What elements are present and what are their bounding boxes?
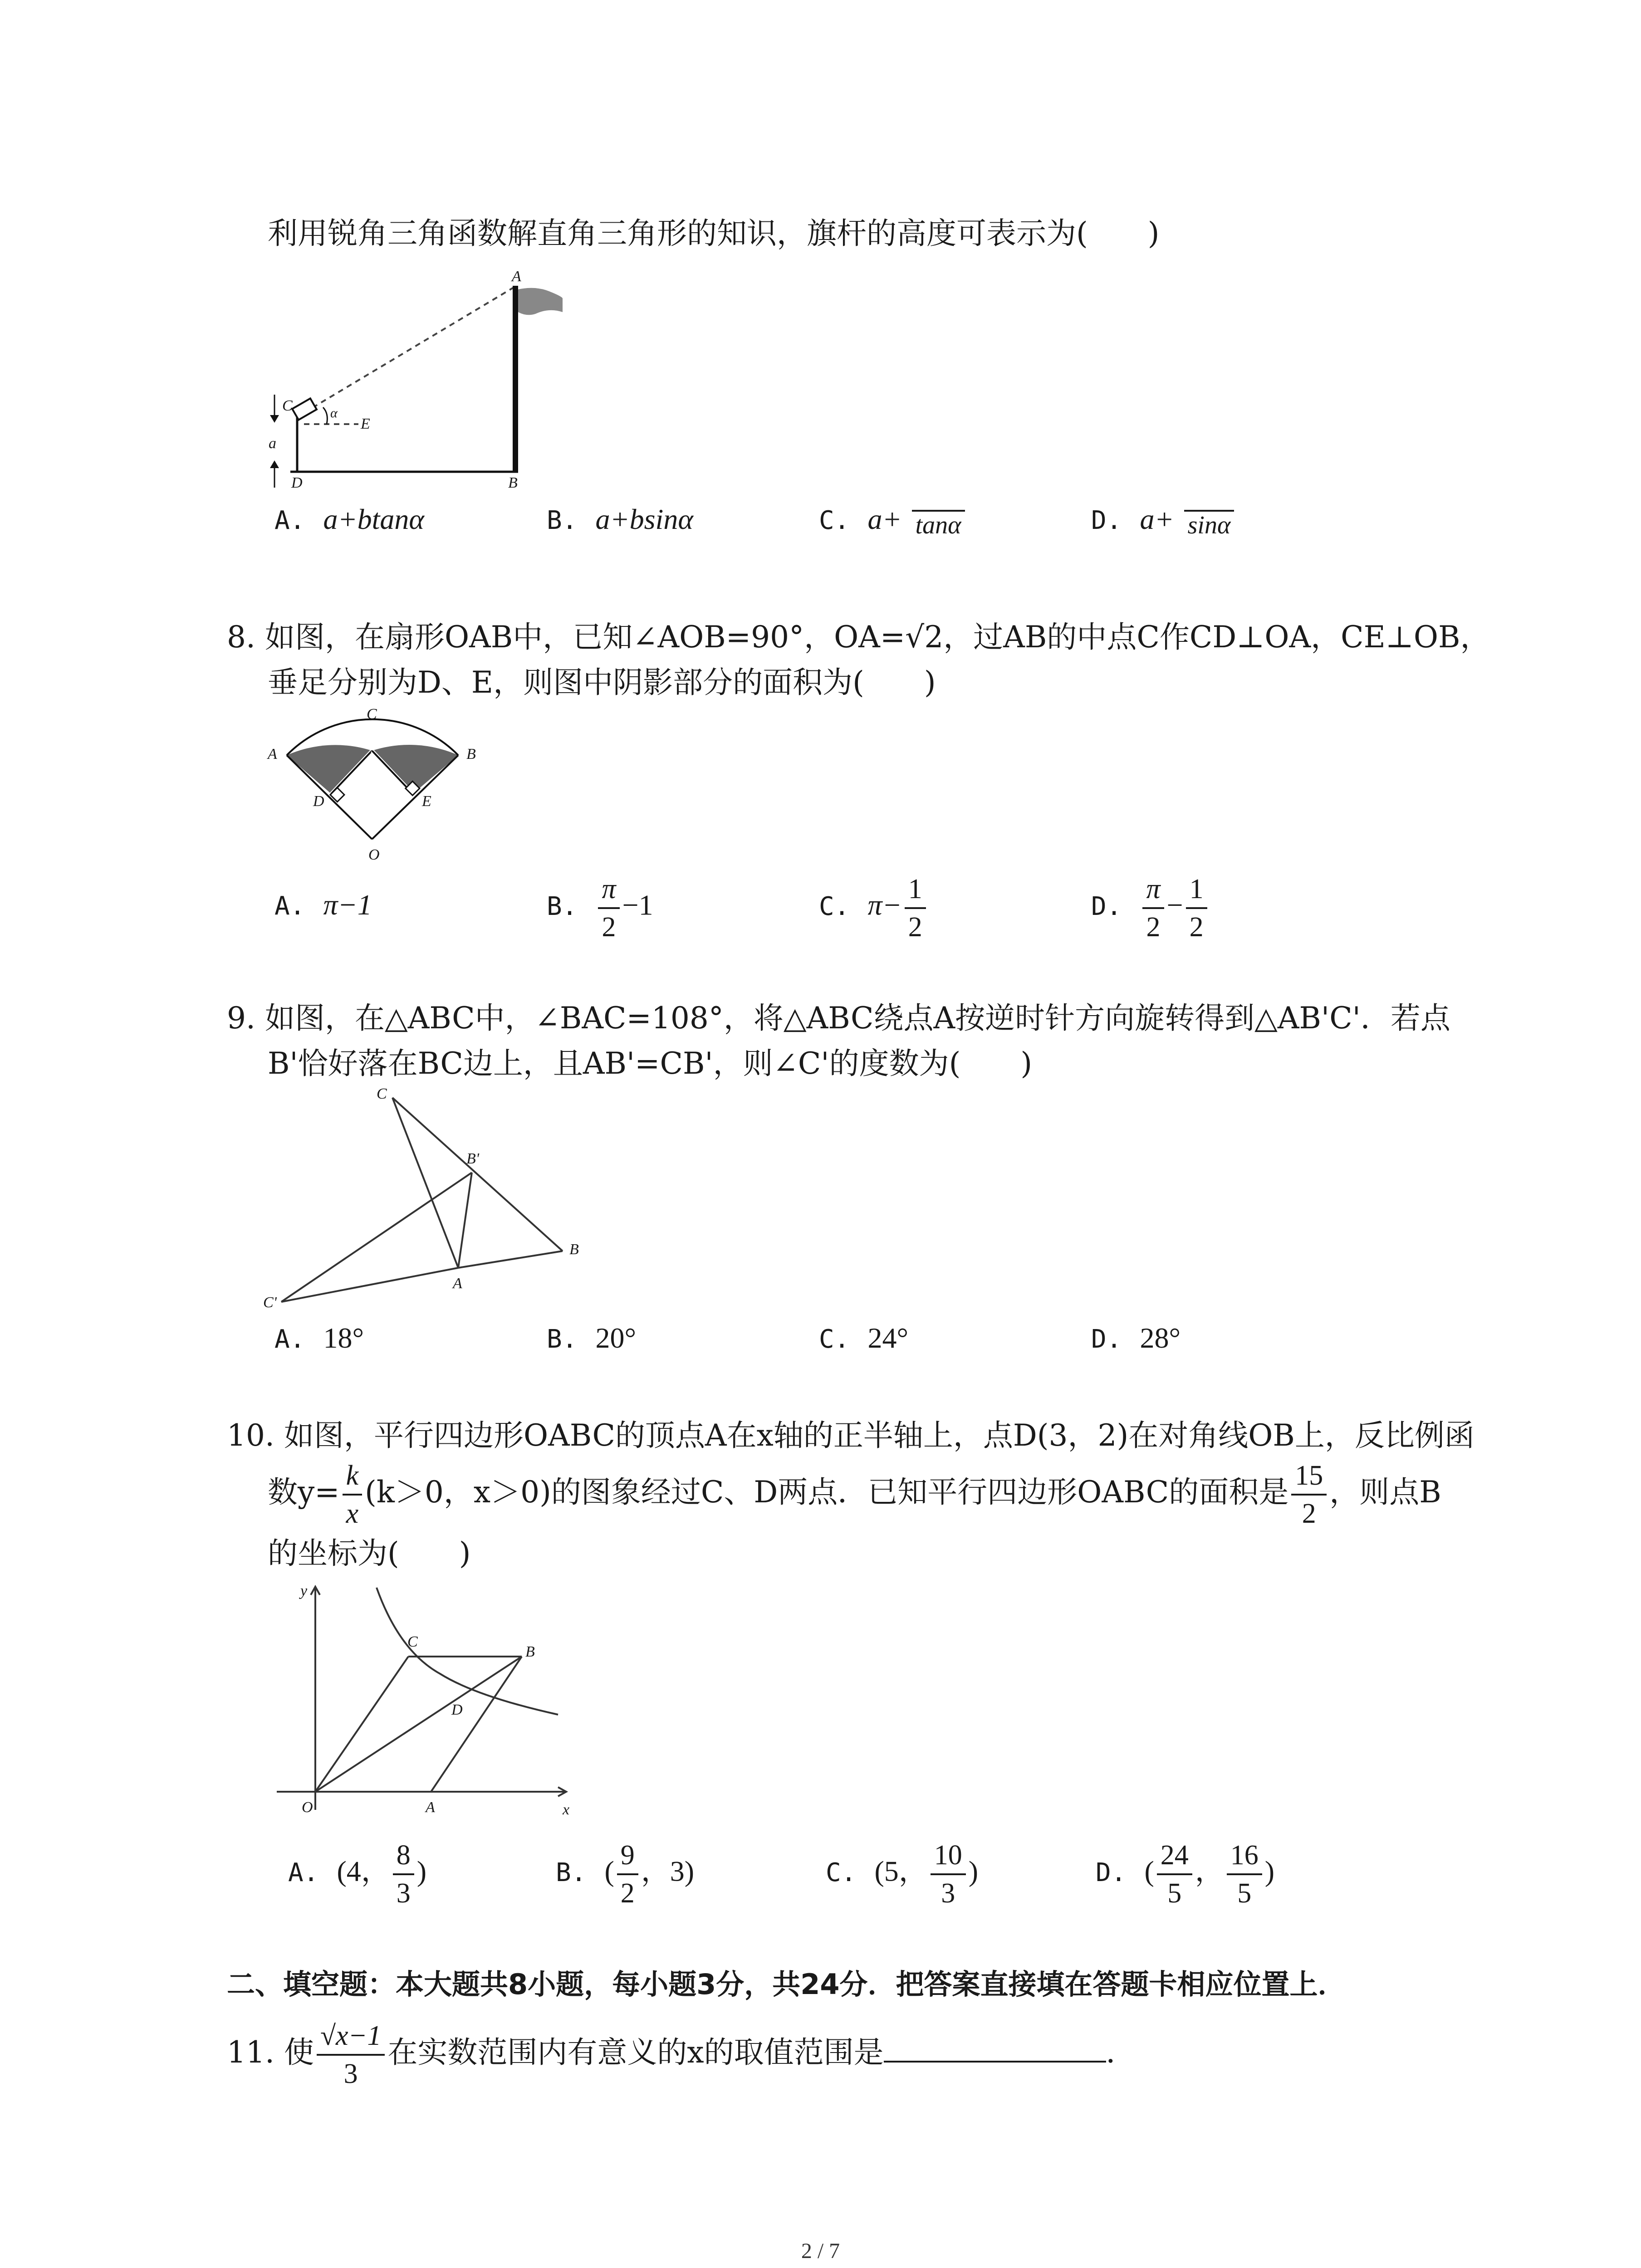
q7-label-e-point: E — [361, 415, 370, 432]
q10-figure — [263, 1579, 590, 1823]
page-number: 2 / 7 — [801, 2239, 840, 2263]
q8-label-o: O — [368, 846, 380, 863]
q7-option-b[interactable]: B. a+bsinα — [547, 503, 693, 535]
q10-stem-line3: 的坐标为( ) — [268, 1536, 471, 1571]
q11-stem: 11. 使 $\frac{√x-1}{3}$ 在实数范围内有意义的x的取值范围是 ． — [227, 2014, 1136, 2092]
q10-label-x: x — [563, 1801, 570, 1818]
q11-fraction: $\frac{√x-1}{3}$ — [317, 2018, 385, 2092]
q8-stem-line2: 垂足分别为D、E，则图中阴影部分的面积为( ) — [268, 665, 936, 700]
q8-label-c: C — [367, 706, 377, 723]
q9-label-c-prime: C' — [263, 1294, 277, 1311]
q7-option-c[interactable]: C. a+ tanα — [819, 499, 968, 541]
q7-label-d-point: D — [291, 474, 303, 490]
q8-label-e: E — [422, 793, 431, 810]
q7-option-c-fraction: tanα — [912, 500, 965, 539]
q9-option-a[interactable]: A. 18° — [274, 1322, 364, 1354]
q10-stem-line2: 数y= $\frac{k}{x}$ (k＞0，x＞0)的图象经过C、D两点．已知平行四边形OABC的面积是 $\frac{15}{2}$ ，则点B — [268, 1456, 1441, 1532]
q9-label-b: B — [569, 1241, 579, 1258]
q10-option-a[interactable]: A. (4， $\frac{8}{3}$ ) — [288, 1837, 426, 1911]
q10-label-c: C — [407, 1633, 418, 1650]
q7-stem: 利用锐角三角函数解直角三角形的知识，旗杆的高度可表示为( ) — [268, 216, 1160, 251]
q9-label-c: C — [377, 1085, 387, 1102]
q8-figure — [263, 701, 517, 873]
q7-label-c-point: C — [282, 397, 293, 414]
q9-label-b-prime: B' — [466, 1150, 480, 1167]
q9-option-b[interactable]: B. 20° — [547, 1322, 637, 1354]
q9-label-a: A — [453, 1275, 462, 1292]
q10-label-o: O — [302, 1799, 313, 1816]
q7-label-a-point: A — [512, 268, 521, 285]
q10-option-c[interactable]: C. (5， $\frac{10}{3}$ ) — [826, 1837, 978, 1911]
q10-option-d[interactable]: D. ( $\frac{24}{5}$ ， $\frac{16}{5}$ ) — [1096, 1837, 1274, 1911]
q9-stem-line2: B'恰好落在BC边上，且AB'=CB'，则∠C'的度数为( ) — [268, 1046, 1033, 1081]
q10-label-y: y — [300, 1583, 308, 1599]
q7-label-alpha: α — [330, 406, 338, 420]
q8-option-b[interactable]: B. $\frac{\pi}{2}$ −1 — [547, 871, 653, 945]
q9-stem-line1: 9. 如图，在△ABC中，∠BAC=108°，将△ABC绕点A按逆时针方向旋转得到△AB'C'．若点 — [227, 1001, 1450, 1036]
q10-label-d: D — [451, 1701, 463, 1718]
q7-option-a[interactable]: A. a+btanα — [274, 503, 424, 535]
q8-stem-line1: 8. 如图，在扇形OAB中，已知∠AOB=90°，OA=√2，过AB的中点C作CD⊥OA，CE⊥OB， — [227, 620, 1490, 655]
q9-option-c[interactable]: C. 24° — [819, 1322, 909, 1354]
section-2-title: 二、填空题：本大题共8小题，每小题3分，共24分．把答案直接填在答题卡相应位置上． — [227, 1968, 1346, 2001]
q8-label-d: D — [313, 793, 324, 810]
q7-label-b-point: B — [508, 474, 518, 490]
q10-label-b: B — [525, 1643, 535, 1660]
q7-label-a-length: a — [269, 435, 276, 452]
q10-label-a: A — [426, 1799, 435, 1816]
q8-option-d[interactable]: D. $\frac{\pi}{2}$ − $\frac{1}{2}$ — [1091, 871, 1210, 945]
q8-option-c[interactable]: C. π− $\frac{1}{2}$ — [819, 871, 929, 945]
q11-answer-blank[interactable] — [884, 2033, 1106, 2063]
q9-figure — [263, 1084, 590, 1311]
q7-option-d[interactable]: D. a+ sinα — [1091, 499, 1237, 541]
q8-label-b: B — [466, 746, 476, 763]
q10-option-b[interactable]: B. ( $\frac{9}{2}$ ，3) — [556, 1837, 694, 1911]
q7-figure — [263, 263, 617, 490]
q7-option-d-fraction: sinα — [1184, 500, 1234, 539]
q9-option-d[interactable]: D. 28° — [1091, 1322, 1181, 1354]
q10-stem-line1: 10. 如图，平行四边形OABC的顶点A在x轴的正半轴上，点D(3，2)在对角线OB上，反比例函 — [227, 1418, 1474, 1453]
q8-label-a: A — [268, 746, 277, 763]
q8-option-a[interactable]: A. π−1 — [274, 889, 372, 921]
